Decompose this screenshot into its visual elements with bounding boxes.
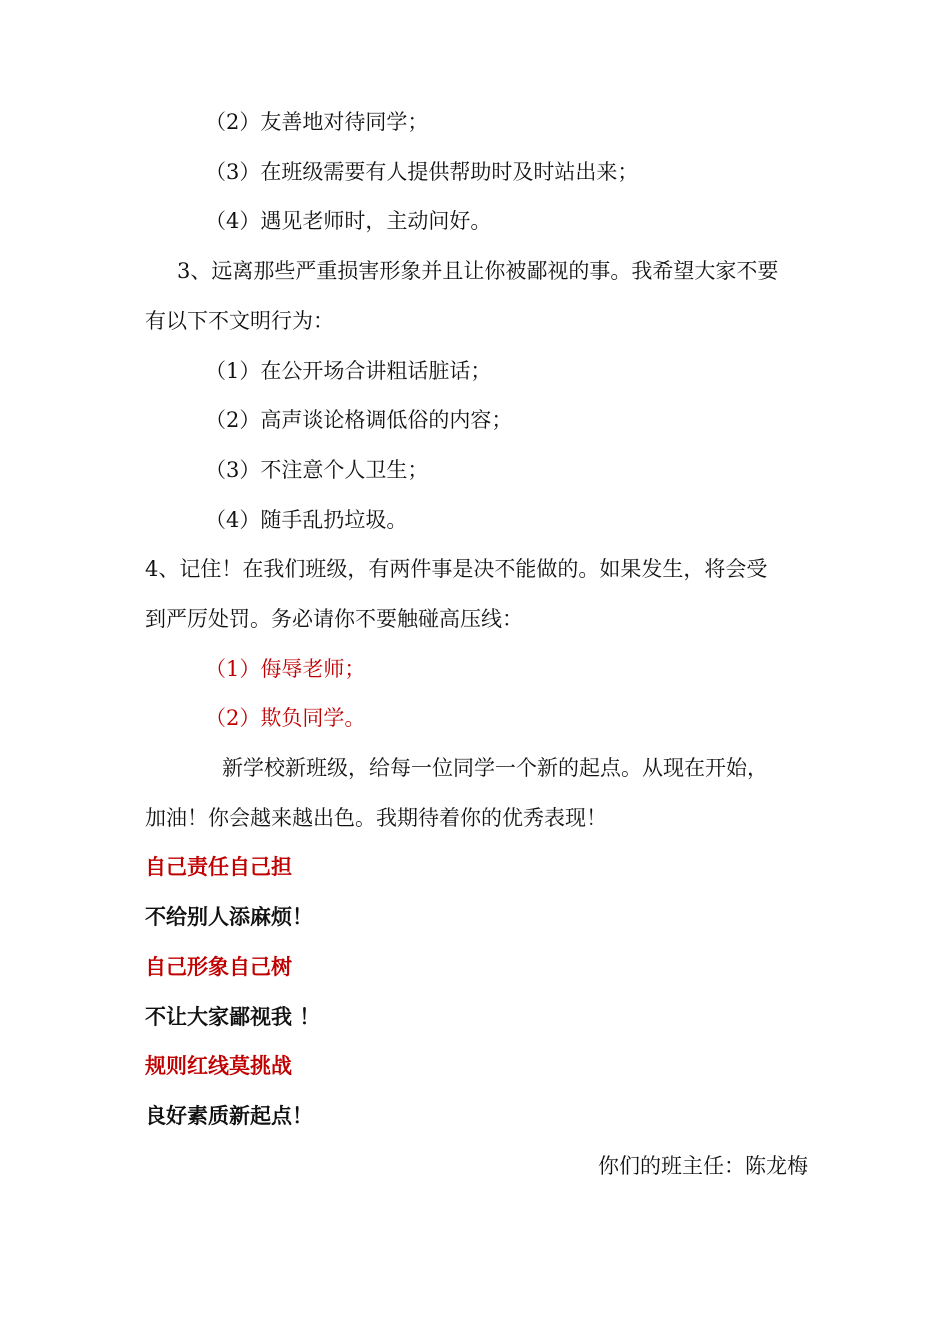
red-line-rule: （1）侮辱老师； <box>205 657 366 681</box>
rule-item: （2）高声谈论格调低俗的内容； <box>205 408 513 432</box>
slogan-line: 规则红线莫挑战 <box>145 1054 292 1078</box>
slogan-line: 不给别人添麻烦！ <box>145 905 313 929</box>
closing-paragraph: 新学校新班级，给每一位同学一个新的起点。从现在开始， <box>222 756 768 780</box>
red-line-rule: （2）欺负同学。 <box>205 706 366 730</box>
section-3-intro: 3、远离那些严重损害形象并且让你被鄙视的事。我希望大家不要 <box>177 259 779 283</box>
section-3-intro-continued: 有以下不文明行为： <box>145 309 334 333</box>
slogan-line: 自己责任自己担 <box>145 855 292 879</box>
slogan-line: 良好素质新起点！ <box>145 1104 313 1128</box>
closing-paragraph-continued: 加油！你会越来越出色。我期待着你的优秀表现！ <box>145 806 607 830</box>
section-4-intro: 4、记住！在我们班级，有两件事是决不能做的。如果发生，将会受 <box>145 557 768 581</box>
rule-item: （4）遇见老师时，主动问好。 <box>205 209 492 233</box>
section-4-intro-continued: 到严厉处罚。务必请你不要触碰高压线： <box>145 607 523 631</box>
slogan-line: 自己形象自己树 <box>145 955 292 979</box>
rule-item: （3）不注意个人卫生； <box>205 458 429 482</box>
signature: 你们的班主任：陈龙梅 <box>598 1154 808 1178</box>
rule-item: （1）在公开场合讲粗话脏话； <box>205 359 492 383</box>
slogan-line: 不让大家鄙视我 ！ <box>145 1005 321 1029</box>
rule-item: （4）随手乱扔垃圾。 <box>205 508 408 532</box>
rule-item: （3）在班级需要有人提供帮助时及时站出来； <box>205 160 639 184</box>
rule-item: （2）友善地对待同学； <box>205 110 429 134</box>
